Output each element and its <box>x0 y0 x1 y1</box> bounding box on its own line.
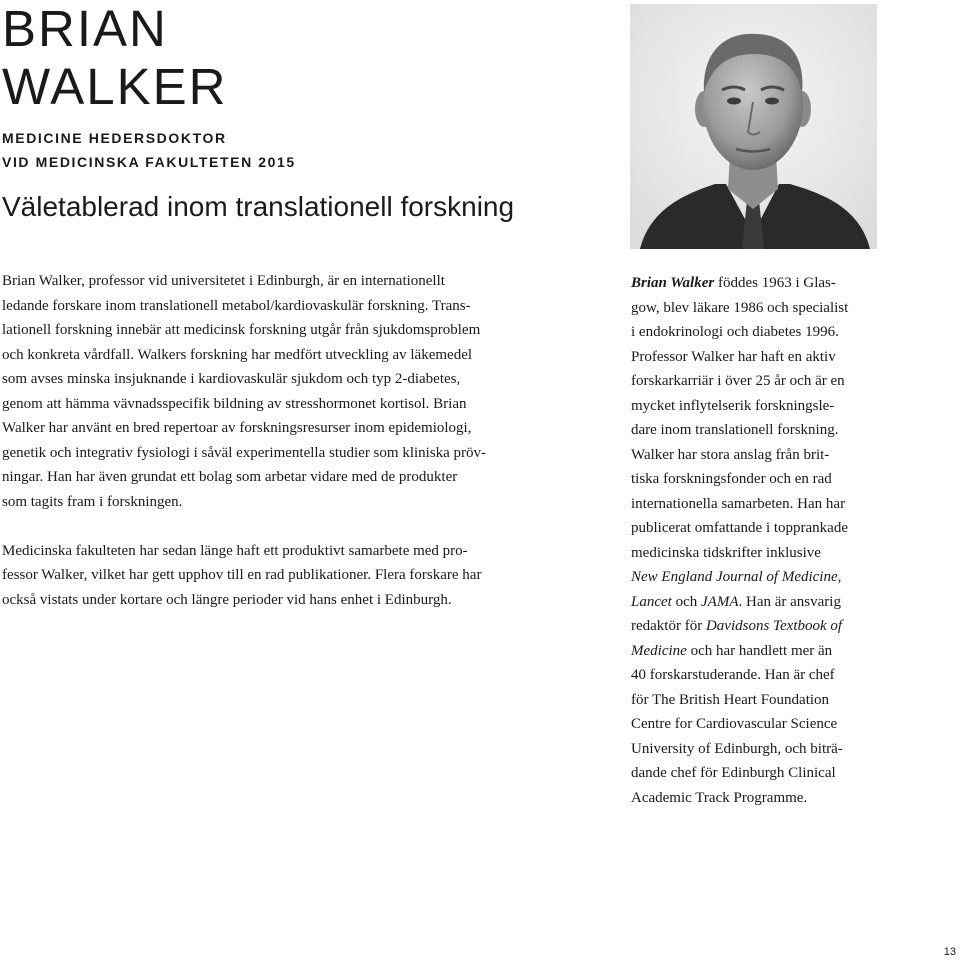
bio-line: University of Edinburgh, och biträ- <box>631 740 843 757</box>
page-number: 13 <box>943 946 956 958</box>
text-line: lationell forskning innebär att medicinsk forskning utgår från sjukdomsproblem <box>2 322 481 338</box>
bio-line: för The British Heart Foundation <box>631 691 830 708</box>
text-line: också vistats under kortare och längre perioder vid hans enhet i Edinburgh. <box>2 591 452 608</box>
bio-line: Centre for Cardiovascular Science <box>631 716 838 732</box>
bio-line <box>631 590 931 615</box>
text-line: och konkreta vårdfall. Walkers forskning har medfört utveckling av läkemedel <box>2 346 473 363</box>
bio-text: redaktör för <box>631 618 706 634</box>
bio-text: . Han är ansvarig <box>738 593 841 610</box>
main-article-text <box>2 269 547 612</box>
portrait-illustration <box>630 4 877 249</box>
last-name: WALKER <box>2 58 228 115</box>
bio-line: mycket inflytelserik forskningsle- <box>631 397 835 414</box>
bio-line <box>631 639 931 664</box>
bio-line <box>631 271 931 296</box>
bio-line: publicerat omfattande i topprankade <box>631 520 848 536</box>
bio-line <box>631 565 931 590</box>
journal-title: Lancet <box>631 593 672 610</box>
bio-line: internationella samarbeten. Han har <box>631 495 846 512</box>
text-line: Walker har använt en bred repertoar av forskningsresurser inom epidemiologi, <box>2 420 472 436</box>
biography-sidebar <box>631 271 931 810</box>
text-line: genom att hämma vävnadsspecifik bildning av stresshormonet kortisol. Brian <box>2 395 467 412</box>
journal-title: New England Journal of Medicine, <box>631 569 842 585</box>
honorary-doctor-label <box>2 126 296 174</box>
bio-line: 40 forskarstuderande. Han är chef <box>631 667 835 683</box>
paragraph-2 <box>2 539 547 613</box>
article-headline: Väletablerad inom translationell forskning <box>2 191 515 222</box>
person-name <box>2 0 228 116</box>
bio-text: och <box>671 593 701 610</box>
bio-line: Academic Track Programme. <box>631 789 808 806</box>
paragraph-1 <box>2 269 547 514</box>
text-line: Brian Walker, professor vid universitetet i Edinburgh, är en internationellt <box>2 273 445 289</box>
bio-line: tiska forskningsfonder och en rad <box>631 471 832 487</box>
bio-line: gow, blev läkare 1986 och specialist <box>631 299 849 316</box>
kicker-line-2: VID MEDICINSKA FAKULTETEN 2015 <box>2 154 296 170</box>
bio-text: och har handlett mer än <box>686 642 833 659</box>
text-line: fessor Walker, vilket har gett upphov till en rad publikationer. Flera forskare har <box>2 567 482 583</box>
text-line: ningar. Han har även grundat ett bolag som arbetar vidare med de produkter <box>2 469 458 485</box>
text-line: som avses minska insjuknande i kardiovaskulär sjukdom och typ 2-diabetes, <box>2 371 461 387</box>
book-title: Medicine <box>631 642 687 659</box>
bio-text: föddes 1963 i Glas- <box>714 275 836 291</box>
text-line: som tagits fram i forskningen. <box>2 493 183 510</box>
journal-title: JAMA <box>701 593 739 610</box>
text-line: genetik och integrativ fysiologi i såväl experimentella studier som kliniska pröv- <box>2 444 487 461</box>
text-line: Medicinska fakulteten har sedan länge haft ett produktivt samarbete med pro- <box>2 542 468 559</box>
bio-line <box>631 614 931 639</box>
bio-line: Walker har stora anslag från brit- <box>631 446 830 463</box>
bio-line: forskarkarriär i över 25 år och är en <box>631 373 845 389</box>
portrait-photo <box>630 4 877 249</box>
first-name: BRIAN <box>2 0 168 57</box>
bio-line: dande chef för Edinburgh Clinical <box>631 765 836 781</box>
bio-name: Brian Walker <box>631 275 715 291</box>
bio-line: dare inom translationell forskning. <box>631 422 839 438</box>
bio-line: medicinska tidskrifter inklusive <box>631 544 821 561</box>
bio-line: Professor Walker har haft en aktiv <box>631 348 836 365</box>
kicker-line-1: MEDICINE HEDERSDOKTOR <box>2 130 227 146</box>
text-line: ledande forskare inom translationell metabol/kardiovaskulär forskning. Trans- <box>2 297 471 314</box>
book-title: Davidsons Textbook of <box>705 618 843 634</box>
bio-line: i endokrinologi och diabetes 1996. <box>631 324 839 340</box>
